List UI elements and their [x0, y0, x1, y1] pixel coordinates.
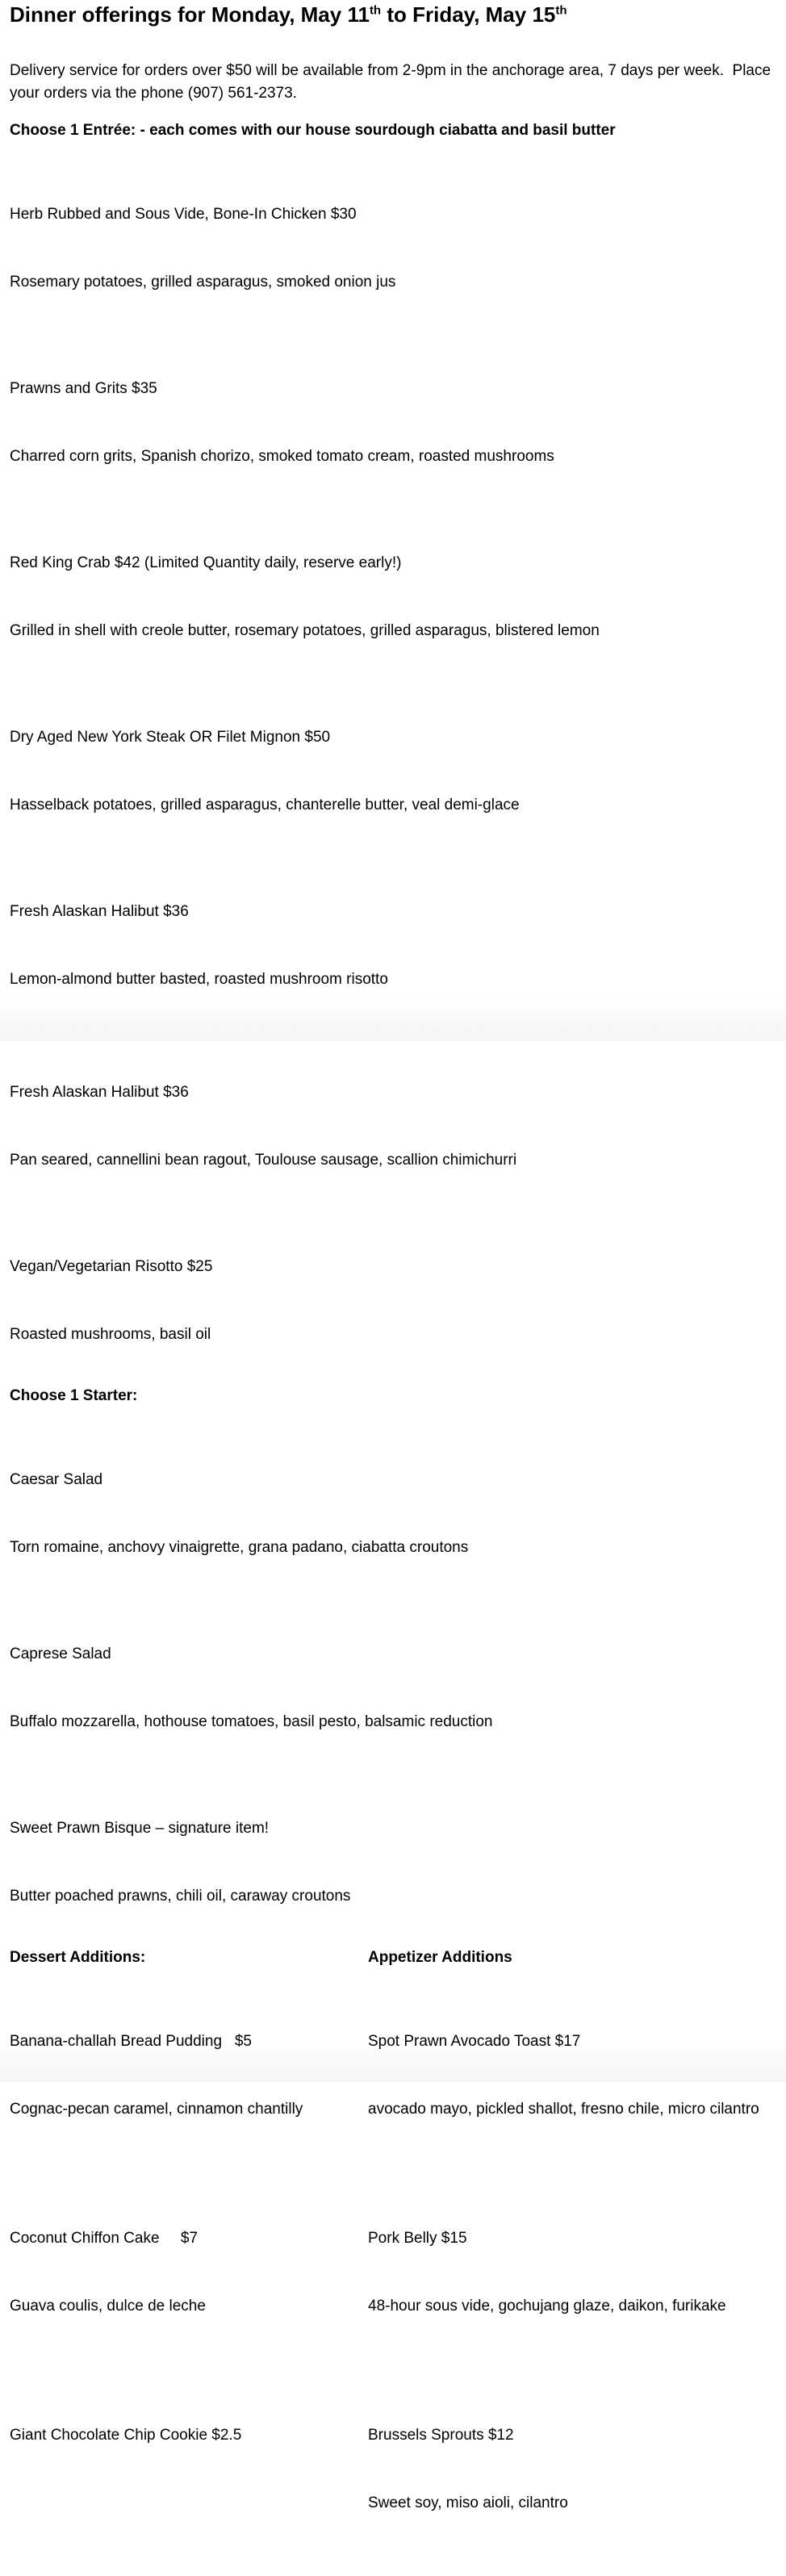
title-superscript-2: th	[555, 3, 567, 18]
menu-item-description: Hasselback potatoes, grilled asparagus, chanterelle butter, veal demi-glace	[10, 797, 520, 813]
menu-item-description: Torn romaine, anchovy vinaigrette, grana padano, ciabatta croutons	[10, 1539, 469, 1556]
entree-item-chicken	[10, 158, 776, 316]
menu-item-name: Red King Crab $42 (Limited Quantity daily, reserve early!)	[10, 554, 402, 571]
menu-item-name: Sweet Prawn Bisque – signature item!	[10, 1820, 270, 1837]
appetizer-item-brussels-sprouts	[368, 2379, 776, 2560]
entree-section-heading: Choose 1 Entrée: - each comes with our house sourdough ciabatta and basil butter	[10, 122, 616, 139]
page-title	[10, 2, 776, 27]
starter-item-caprese	[10, 1598, 776, 1756]
menu-item-name: Banana-challah Bread Pudding $5	[10, 2033, 253, 2050]
menu-item-name: Pork Belly $15	[368, 2230, 467, 2247]
dessert-additions-heading: Dessert Additions:	[10, 1949, 146, 1966]
menu-item-name: Coconut Chiffon Cake $7	[10, 2230, 199, 2247]
menu-item-name: Fresh Alaskan Halibut $36	[10, 903, 189, 920]
menu-item-name: Vegan/Vegetarian Risotto $25	[10, 1258, 213, 1275]
starter-section-heading: Choose 1 Starter:	[10, 1387, 138, 1404]
entree-item-halibut-risotto	[10, 855, 776, 1014]
appetizer-item-avocado-toast	[368, 1985, 776, 2166]
menu-item-name: Spot Prawn Avocado Toast $17	[368, 2033, 581, 2050]
menu-item-description: 48-hour sous vide, gochujang glaze, daikon, furikake	[368, 2298, 726, 2315]
title-superscript-1: th	[369, 3, 382, 18]
entree-item-king-crab	[10, 507, 776, 665]
appetizer-additions-heading: Appetizer Additions	[368, 1949, 512, 1966]
menu-item-description: Lemon-almond butter basted, roasted mushroom risotto	[10, 971, 388, 988]
menu-item-description: Buffalo mozzarella, hothouse tomatoes, basil pesto, balsamic reduction	[10, 1713, 493, 1730]
menu-item-description: Roasted mushrooms, basil oil	[10, 1326, 211, 1343]
dessert-item-chiffon-cake	[10, 2182, 368, 2363]
entree-item-prawns-grits	[10, 332, 776, 491]
menu-item-description: Rosemary potatoes, grilled asparagus, smoked onion jus	[10, 274, 396, 291]
dessert-item-cookie	[10, 2379, 368, 2560]
title-text-2: to Friday, May 15	[381, 2, 556, 27]
menu-item-name: Herb Rubbed and Sous Vide, Bone-In Chicken $30	[10, 206, 357, 223]
menu-item-description: Pan seared, cannellini bean ragout, Toulouse sausage, scallion chimichurri	[10, 1152, 517, 1169]
menu-item-description: Butter poached prawns, chili oil, caraway croutons	[10, 1888, 351, 1905]
menu-item-name: Prawns and Grits $35	[10, 380, 157, 397]
starter-item-bisque	[10, 1772, 776, 1930]
entree-item-halibut-ragout	[10, 1036, 776, 1194]
menu-item-name: Caprese Salad	[10, 1646, 111, 1662]
menu-item-name: Giant Chocolate Chip Cookie $2.5	[10, 2427, 242, 2444]
menu-item-name: Fresh Alaskan Halibut $36	[10, 1084, 189, 1101]
additions-section	[10, 1947, 776, 2576]
delivery-info-paragraph: Delivery service for orders over $50 will be available from 2-9pm in the anchorage area, 7 days per week. Place your orders via the phone (907) 561-2373.	[10, 62, 776, 102]
starter-item-caesar	[10, 1424, 776, 1582]
menu-item-name: Dry Aged New York Steak OR Filet Mignon $50	[10, 729, 331, 746]
title-text-1: Dinner offerings for Monday, May 11	[10, 2, 370, 27]
menu-item-description: avocado mayo, pickled shallot, fresno chile, micro cilantro	[368, 2101, 759, 2118]
appetizer-item-pork-belly	[368, 2182, 776, 2363]
entree-item-steak	[10, 681, 776, 839]
entree-item-vegan-risotto	[10, 1211, 776, 1369]
menu-item-name: Brussels Sprouts $12	[368, 2427, 514, 2444]
dessert-item-bread-pudding	[10, 1985, 368, 2166]
menu-item-description: Charred corn grits, Spanish chorizo, smoked tomato cream, roasted mushrooms	[10, 448, 554, 465]
menu-item-name: Caesar Salad	[10, 1471, 103, 1488]
menu-item-description: Guava coulis, dulce de leche	[10, 2298, 206, 2315]
menu-item-description: Cognac-pecan caramel, cinnamon chantilly	[10, 2101, 303, 2118]
menu-item-description: Grilled in shell with creole butter, rosemary potatoes, grilled asparagus, blistered lemon	[10, 622, 600, 639]
menu-item-description: Sweet soy, miso aioli, cilantro	[368, 2494, 568, 2511]
